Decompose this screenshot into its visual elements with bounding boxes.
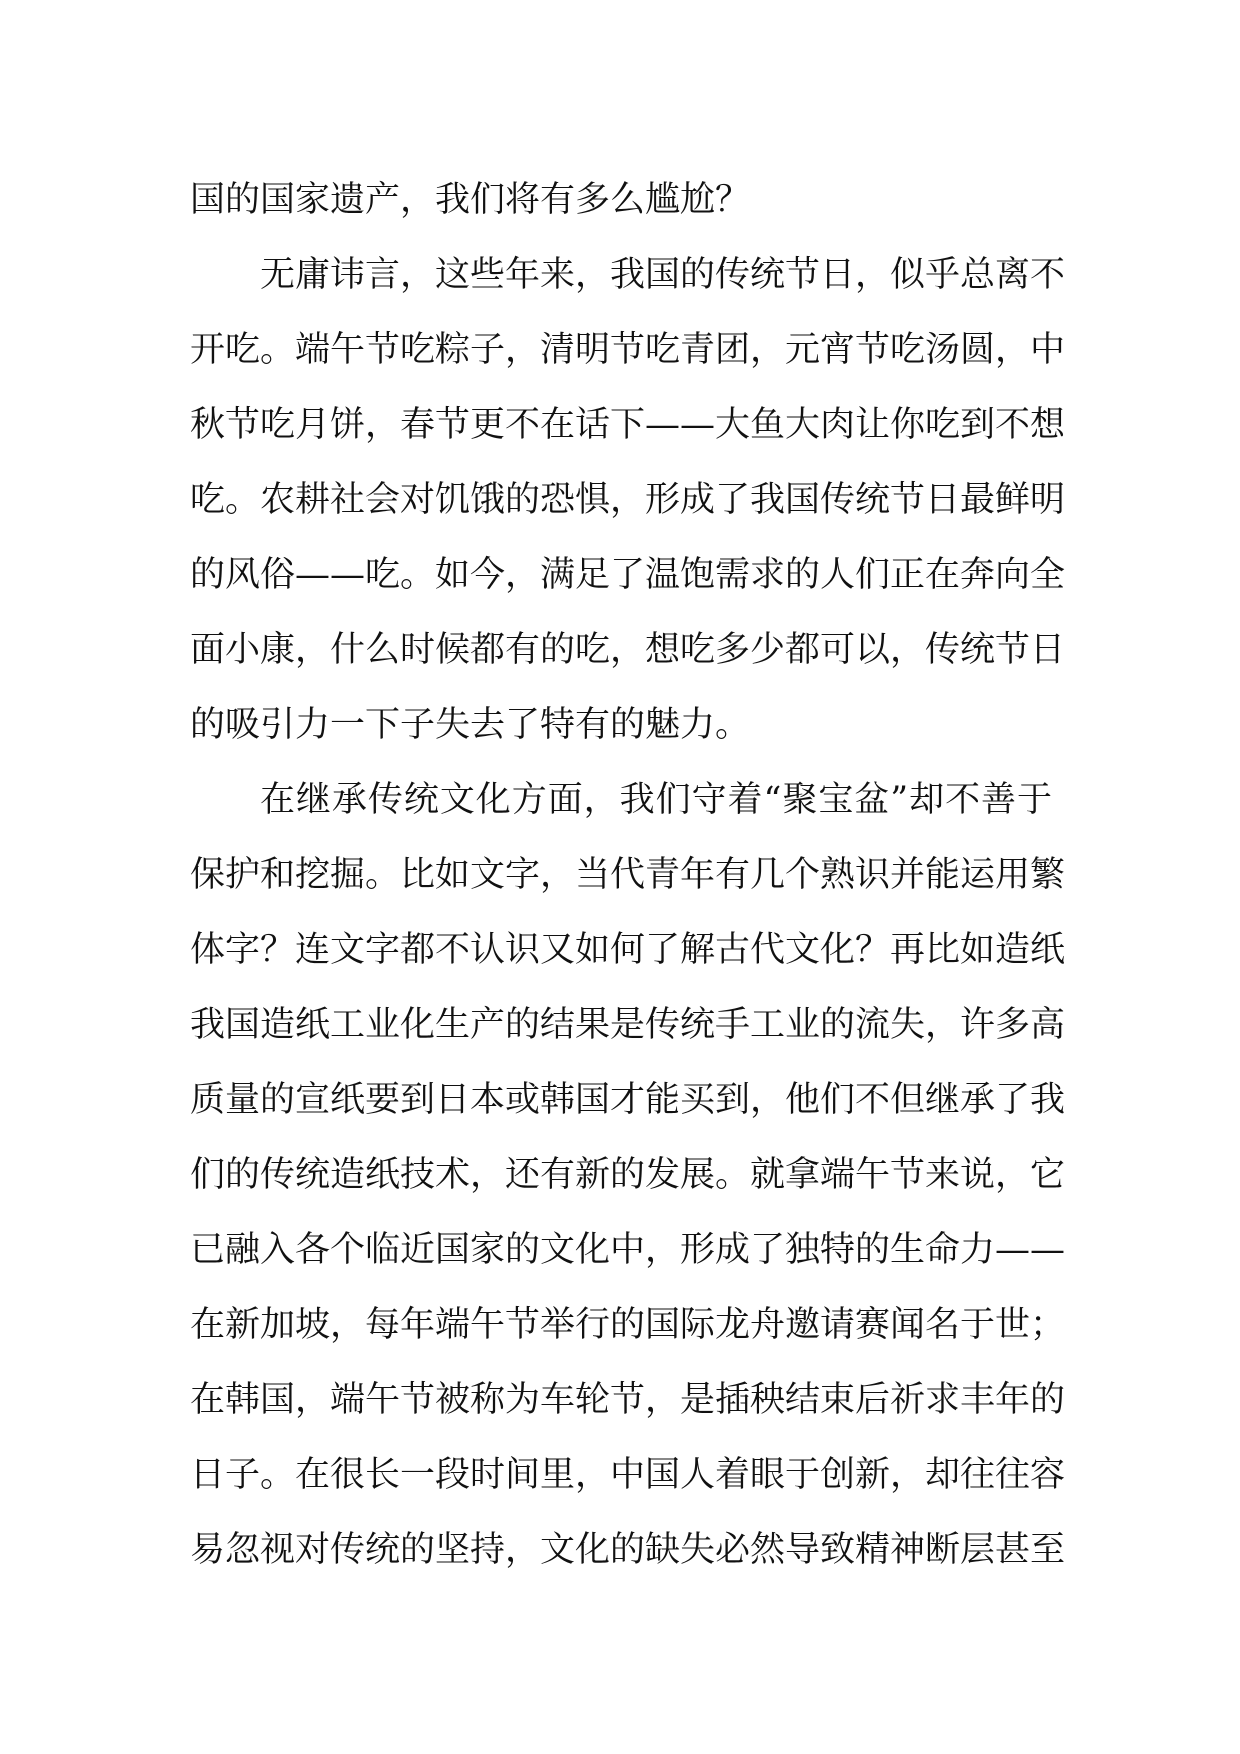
text-line: 质量的宣纸要到日本或韩国才能买到，他们不但继承了我 — [190, 1080, 1066, 1120]
text-line: 吃。农耕社会对饥饿的恐惧，形成了我国传统节日最鲜明 — [190, 480, 1066, 520]
text-line: 开吃。端午节吃粽子，清明节吃青团，元宵节吃汤圆，中 — [190, 330, 1066, 370]
text-line: 保护和挖掘。比如文字，当代青年有几个熟识并能运用繁 — [190, 855, 1066, 895]
text-line: 秋节吃月饼，春节更不在话下——大鱼大肉让你吃到不想 — [190, 405, 1066, 445]
text-line: 体字？连文字都不认识又如何了解古代文化？再比如造纸 — [190, 930, 1066, 970]
text-line: 我国造纸工业化生产的结果是传统手工业的流失，许多高 — [190, 1005, 1066, 1045]
text-line: 日子。在很长一段时间里，中国人着眼于创新，却往往容 — [190, 1455, 1066, 1495]
text-line: 的吸引力一下子失去了特有的魅力。 — [190, 705, 751, 745]
paragraph-first-line: 无庸讳言，这些年来，我国的传统节日，似乎总离不 — [260, 255, 1066, 295]
text-line: 面小康，什么时候都有的吃，想吃多少都可以，传统节日 — [190, 630, 1066, 670]
text-line: 在新加坡，每年端午节举行的国际龙舟邀请赛闻名于世； — [190, 1305, 1066, 1345]
text-line: 的风俗——吃。如今，满足了温饱需求的人们正在奔向全 — [190, 555, 1066, 595]
paragraph-first-line: 在继承传统文化方面，我们守着“聚宝盆”却不善于 — [260, 780, 1052, 820]
text-line: 已融入各个临近国家的文化中，形成了独特的生命力—— — [190, 1230, 1066, 1270]
text-line: 国的国家遗产，我们将有多么尴尬？ — [190, 180, 751, 220]
text-line: 在韩国，端午节被称为车轮节，是插秧结束后祈求丰年的 — [190, 1380, 1066, 1420]
text-line: 们的传统造纸技术，还有新的发展。就拿端午节来说，它 — [190, 1155, 1066, 1195]
text-line: 易忽视对传统的坚持，文化的缺失必然导致精神断层甚至 — [190, 1530, 1066, 1570]
